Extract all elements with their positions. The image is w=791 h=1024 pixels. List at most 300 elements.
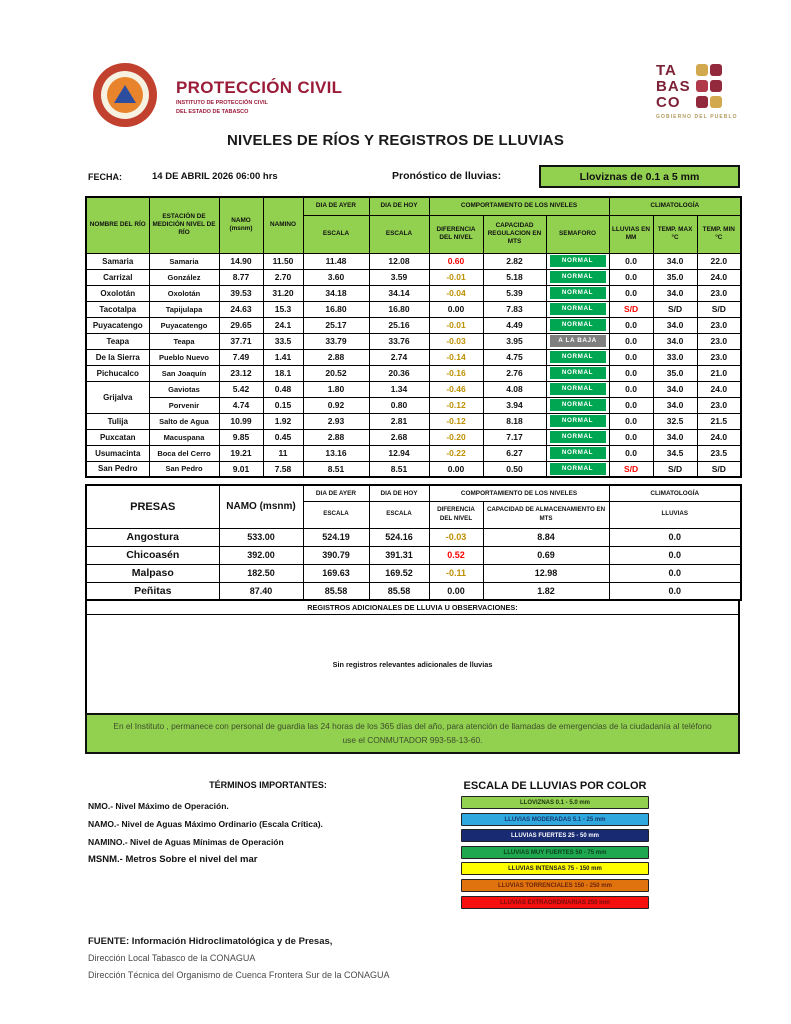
temp-max-value: 34.0 [653, 397, 697, 413]
namo-value: 37.71 [219, 333, 263, 349]
presa-escala-hoy-value: 85.58 [369, 582, 429, 600]
river-row [86, 365, 741, 381]
col-semaforo: SEMAFORO [546, 215, 609, 253]
col-temp-max: TEMP. MAX °C [653, 215, 697, 253]
pronostico-value-badge: Lloviznas de 0.1 a 5 mm [539, 165, 740, 188]
namo-value: 4.74 [219, 397, 263, 413]
col-presas-hoy: DIA DE HOY [369, 485, 429, 501]
namino-value: 15.3 [263, 301, 303, 317]
presa-row [86, 528, 741, 546]
escala-hoy-value: 33.76 [369, 333, 429, 349]
escala-ayer-value: 11.48 [303, 253, 369, 269]
river-name: Tulija [86, 413, 149, 429]
escala-ayer-value: 34.18 [303, 285, 369, 301]
termino-msnm: MSNM.- Metros Sobre el nivel del mar [88, 854, 258, 865]
escala-ayer-value: 33.79 [303, 333, 369, 349]
station-name: Macuspana [149, 429, 219, 445]
fuente-line2: Dirección Local Tabasco de la CONAGUA [88, 953, 256, 963]
tabasco-line-2: BAS [656, 77, 691, 95]
temp-min-value: S/D [697, 461, 741, 477]
station-name: Pueblo Nuevo [149, 349, 219, 365]
escala-lluvias-bar: LLOVIZNAS 0.1 - 5.0 mm [461, 796, 649, 809]
presa-lluvias-value: 0.0 [609, 564, 741, 582]
namino-value: 11.50 [263, 253, 303, 269]
temp-min-value: 23.0 [697, 349, 741, 365]
semaforo-cell [546, 429, 609, 445]
escala-ayer-value: 16.80 [303, 301, 369, 317]
col-presas-escala-ayer: ESCALA [303, 501, 369, 528]
rivers-table [85, 196, 742, 478]
river-row [86, 253, 741, 269]
river-name: Tacotalpa [86, 301, 149, 317]
fecha-label: FECHA: [88, 172, 122, 182]
escala-hoy-value: 12.94 [369, 445, 429, 461]
river-row [86, 413, 741, 429]
fuente-block [88, 933, 389, 984]
col-capacidad: CAPACIDAD REGULACION EN MTS [483, 215, 546, 253]
presa-name: Chicoasén [86, 546, 219, 564]
capacidad-regulacion-value: 2.76 [483, 365, 546, 381]
col-escala-ayer: ESCALA [303, 215, 369, 253]
temp-max-value: 35.0 [653, 269, 697, 285]
temp-min-value: 24.0 [697, 381, 741, 397]
temp-min-value: 23.0 [697, 285, 741, 301]
col-namino: NAMINO [263, 197, 303, 253]
presa-escala-ayer-value: 524.19 [303, 528, 369, 546]
diferencia-nivel-value: -0.12 [429, 397, 483, 413]
lluvias-mm-value: 0.0 [609, 381, 653, 397]
namo-value: 29.65 [219, 317, 263, 333]
semaforo-cell [546, 413, 609, 429]
temp-min-value: 23.0 [697, 317, 741, 333]
namo-value: 7.49 [219, 349, 263, 365]
namo-value: 10.99 [219, 413, 263, 429]
escala-hoy-value: 20.36 [369, 365, 429, 381]
escala-ayer-value: 2.88 [303, 429, 369, 445]
river-name: Carrizal [86, 269, 149, 285]
escala-hoy-value: 2.74 [369, 349, 429, 365]
tabasco-tile [696, 96, 708, 108]
semaforo-cell [546, 381, 609, 397]
lluvias-mm-value: S/D [609, 461, 653, 477]
semaforo-badge: NORMAL [550, 351, 606, 363]
lluvias-mm-value: 0.0 [609, 253, 653, 269]
capacidad-regulacion-value: 8.18 [483, 413, 546, 429]
namo-value: 9.85 [219, 429, 263, 445]
namo-value: 19.21 [219, 445, 263, 461]
temp-min-value: S/D [697, 301, 741, 317]
presa-lluvias-value: 0.0 [609, 546, 741, 564]
escala-ayer-value: 25.17 [303, 317, 369, 333]
diferencia-nivel-value: -0.01 [429, 317, 483, 333]
namo-value: 23.12 [219, 365, 263, 381]
station-name: Porvenir [149, 397, 219, 413]
presa-capacidad-value: 12.98 [483, 564, 609, 582]
temp-max-value: 34.0 [653, 381, 697, 397]
capacidad-regulacion-value: 6.27 [483, 445, 546, 461]
escala-ayer-value: 2.93 [303, 413, 369, 429]
tabasco-tile [696, 80, 708, 92]
tabasco-tile [710, 64, 722, 76]
semaforo-cell [546, 333, 609, 349]
semaforo-badge: NORMAL [550, 447, 606, 459]
escala-hoy-value: 8.51 [369, 461, 429, 477]
presa-namo-value: 533.00 [219, 528, 303, 546]
capacidad-regulacion-value: 3.95 [483, 333, 546, 349]
presa-escala-hoy-value: 524.16 [369, 528, 429, 546]
presa-diferencia-value: 0.00 [429, 582, 483, 600]
namino-value: 31.20 [263, 285, 303, 301]
semaforo-cell [546, 253, 609, 269]
semaforo-badge: A LA BAJA [550, 335, 606, 347]
capacidad-regulacion-value: 7.83 [483, 301, 546, 317]
semaforo-cell [546, 365, 609, 381]
temp-max-value: 33.0 [653, 349, 697, 365]
river-name: Pichucalco [86, 365, 149, 381]
capacidad-regulacion-value: 4.08 [483, 381, 546, 397]
river-name: Grijalva [86, 381, 149, 413]
station-name: San Joaquín [149, 365, 219, 381]
semaforo-badge: NORMAL [550, 319, 606, 331]
nota-guardia: En el Instituto , permanece con personal de guardia las 24 horas de los 365 días del año, para atención de llamadas de emergencias de la ciudadanía al teléfono use el CONMUTADOR 993-58-13-60. [85, 713, 740, 754]
presa-capacidad-value: 0.69 [483, 546, 609, 564]
escala-ayer-value: 20.52 [303, 365, 369, 381]
semaforo-badge: NORMAL [550, 399, 606, 411]
diferencia-nivel-value: -0.16 [429, 365, 483, 381]
registros-title: REGISTROS ADICIONALES DE LLUVIA U OBSERVACIONES: [87, 601, 738, 615]
lluvias-mm-value: 0.0 [609, 317, 653, 333]
semaforo-badge: NORMAL [550, 415, 606, 427]
semaforo-cell [546, 301, 609, 317]
escala-hoy-value: 3.59 [369, 269, 429, 285]
diferencia-nivel-value: -0.04 [429, 285, 483, 301]
river-row [86, 381, 741, 397]
page-title: NIVELES DE RÍOS Y REGISTROS DE LLUVIAS [226, 132, 565, 149]
lluvias-mm-value: 0.0 [609, 445, 653, 461]
temp-max-value: 34.0 [653, 429, 697, 445]
tabasco-tile [710, 80, 722, 92]
presa-capacidad-value: 8.84 [483, 528, 609, 546]
diferencia-nivel-value: 0.00 [429, 301, 483, 317]
col-presas-capacidad: CAPACIDAD DE ALMACENAMIENTO EN MTS [483, 501, 609, 528]
river-name: De la Sierra [86, 349, 149, 365]
semaforo-badge: NORMAL [550, 303, 606, 315]
col-climatologia: CLIMATOLOGÍA [609, 197, 741, 215]
river-name: San Pedro [86, 461, 149, 477]
lluvias-mm-value: 0.0 [609, 413, 653, 429]
escala-hoy-value: 1.34 [369, 381, 429, 397]
presa-row [86, 564, 741, 582]
diferencia-nivel-value: -0.14 [429, 349, 483, 365]
capacidad-regulacion-value: 5.39 [483, 285, 546, 301]
presa-name: Angostura [86, 528, 219, 546]
capacidad-regulacion-value: 3.94 [483, 397, 546, 413]
namino-value: 0.45 [263, 429, 303, 445]
escala-lluvias-bar: LLUVIAS INTENSAS 75 - 150 mm [461, 862, 649, 875]
proteccion-civil-sub2: DEL ESTADO DE TABASCO [176, 109, 249, 115]
escala-hoy-value: 16.80 [369, 301, 429, 317]
col-temp-min: TEMP. MIN °C [697, 215, 741, 253]
tabasco-tile [710, 96, 722, 108]
lluvias-mm-value: 0.0 [609, 333, 653, 349]
semaforo-badge: NORMAL [550, 431, 606, 443]
temp-max-value: 34.0 [653, 253, 697, 269]
river-name: Usumacinta [86, 445, 149, 461]
escala-hoy-value: 34.14 [369, 285, 429, 301]
escala-hoy-value: 2.68 [369, 429, 429, 445]
civil-protection-triangle-icon [114, 85, 136, 103]
escala-ayer-value: 2.88 [303, 349, 369, 365]
river-row [86, 461, 741, 477]
namo-value: 8.77 [219, 269, 263, 285]
capacidad-regulacion-value: 5.18 [483, 269, 546, 285]
presa-diferencia-value: -0.11 [429, 564, 483, 582]
capacidad-regulacion-value: 4.75 [483, 349, 546, 365]
presa-row [86, 546, 741, 564]
presa-capacidad-value: 1.82 [483, 582, 609, 600]
col-presas-ayer: DIA DE AYER [303, 485, 369, 501]
temp-max-value: 34.0 [653, 333, 697, 349]
semaforo-badge: NORMAL [550, 255, 606, 267]
proteccion-civil-title: PROTECCIÓN CIVIL [176, 78, 343, 97]
namino-value: 1.92 [263, 413, 303, 429]
river-row [86, 333, 741, 349]
station-name: Puyacatengo [149, 317, 219, 333]
river-row [86, 429, 741, 445]
semaforo-cell [546, 317, 609, 333]
namino-value: 18.1 [263, 365, 303, 381]
capacidad-regulacion-value: 0.50 [483, 461, 546, 477]
col-presas: PRESAS [86, 485, 219, 528]
capacidad-regulacion-value: 7.17 [483, 429, 546, 445]
col-diferencia: DIFERENCIA DEL NIVEL [429, 215, 483, 253]
station-name: Gaviotas [149, 381, 219, 397]
namo-value: 9.01 [219, 461, 263, 477]
diferencia-nivel-value: -0.03 [429, 333, 483, 349]
pronostico-label: Pronóstico de lluvias: [392, 170, 502, 182]
lluvias-mm-value: S/D [609, 301, 653, 317]
semaforo-cell [546, 349, 609, 365]
presas-table [85, 484, 742, 601]
semaforo-cell [546, 397, 609, 413]
presas-table-wrap [85, 484, 742, 754]
presa-lluvias-value: 0.0 [609, 528, 741, 546]
temp-max-value: 34.0 [653, 285, 697, 301]
river-row [86, 285, 741, 301]
presa-escala-hoy-value: 169.52 [369, 564, 429, 582]
capacidad-regulacion-value: 2.82 [483, 253, 546, 269]
station-name: Tapijulapa [149, 301, 219, 317]
station-name: Teapa [149, 333, 219, 349]
escala-hoy-value: 0.80 [369, 397, 429, 413]
lluvias-mm-value: 0.0 [609, 365, 653, 381]
fuente-line3: Dirección Técnica del Organismo de Cuenca Frontera Sur de la CONAGUA [88, 970, 390, 980]
lluvias-mm-value: 0.0 [609, 397, 653, 413]
col-escala-hoy: ESCALA [369, 215, 429, 253]
tabasco-logo [656, 62, 738, 120]
diferencia-nivel-value: -0.20 [429, 429, 483, 445]
escala-lluvias-bar: LLUVIAS TORRENCIALES 150 - 250 mm [461, 879, 649, 892]
presa-name: Peñitas [86, 582, 219, 600]
col-presas-namo: NAMO (msnm) [219, 485, 303, 528]
presa-escala-ayer-value: 85.58 [303, 582, 369, 600]
river-row [86, 317, 741, 333]
diferencia-nivel-value: -0.12 [429, 413, 483, 429]
col-presas-comportamiento: COMPORTAMIENTO DE LOS NIVELES [429, 485, 609, 501]
termino-namo: NAMO.- Nivel de Aguas Máximo Ordinario (Escala Crítica). [88, 819, 323, 829]
escala-lluvias-title: ESCALA DE LLUVIAS POR COLOR [463, 780, 647, 792]
station-name: Salto de Agua [149, 413, 219, 429]
river-name: Oxolotán [86, 285, 149, 301]
namo-value: 39.53 [219, 285, 263, 301]
lluvias-mm-value: 0.0 [609, 285, 653, 301]
semaforo-cell [546, 445, 609, 461]
semaforo-badge: NORMAL [550, 287, 606, 299]
river-name: Puyacatengo [86, 317, 149, 333]
temp-max-value: 35.0 [653, 365, 697, 381]
diferencia-nivel-value: 0.60 [429, 253, 483, 269]
namino-value: 0.48 [263, 381, 303, 397]
col-namo: NAMO (msnm) [219, 197, 263, 253]
proteccion-civil-seal-icon [93, 63, 157, 127]
diferencia-nivel-value: -0.22 [429, 445, 483, 461]
semaforo-cell [546, 285, 609, 301]
escala-lluvias-bar: LLUVIAS MUY FUERTES 50 - 75 mm [461, 846, 649, 859]
proteccion-civil-sub1: INSTITUTO DE PROTECCIÓN CIVIL [176, 100, 268, 106]
fecha-value: 14 DE ABRIL 2026 06:00 hrs [152, 171, 278, 182]
escala-ayer-value: 3.60 [303, 269, 369, 285]
col-dia-ayer: DIA DE AYER [303, 197, 369, 215]
col-comportamiento: COMPORTAMIENTO DE LOS NIVELES [429, 197, 609, 215]
registros-body: Sin registros relevantes adicionales de lluvias [332, 659, 493, 669]
river-name: Puxcatan [86, 429, 149, 445]
col-lluvias: LLUVIAS EN MM [609, 215, 653, 253]
escala-ayer-value: 8.51 [303, 461, 369, 477]
river-row [86, 349, 741, 365]
river-row [86, 269, 741, 285]
presa-namo-value: 87.40 [219, 582, 303, 600]
col-presas-climatologia: CLIMATOLOGÍA [609, 485, 741, 501]
semaforo-badge: NORMAL [550, 463, 606, 475]
temp-max-value: S/D [653, 301, 697, 317]
col-presas-diferencia: DIFERENCIA DEL NIVEL [429, 501, 483, 528]
escala-lluvias-bar: LLUVIAS FUERTES 25 - 50 mm [461, 829, 649, 842]
escala-lluvias-bar: LLUVIAS MODERADAS 5.1 - 25 mm [461, 813, 649, 826]
temp-min-value: 24.0 [697, 269, 741, 285]
station-name: González [149, 269, 219, 285]
terminos-title: TÉRMINOS IMPORTANTES: [209, 780, 327, 790]
station-name: Samaria [149, 253, 219, 269]
river-name: Samaria [86, 253, 149, 269]
station-name: Oxolotán [149, 285, 219, 301]
tabasco-line-1: TA [656, 61, 677, 79]
temp-max-value: 34.0 [653, 317, 697, 333]
temp-min-value: 23.0 [697, 397, 741, 413]
presa-diferencia-value: 0.52 [429, 546, 483, 564]
namino-value: 2.70 [263, 269, 303, 285]
capacidad-regulacion-value: 4.49 [483, 317, 546, 333]
tabasco-tile [696, 64, 708, 76]
semaforo-badge: NORMAL [550, 367, 606, 379]
termino-nmo: NMO.- Nivel Máximo de Operación. [88, 801, 229, 811]
presa-namo-value: 392.00 [219, 546, 303, 564]
temp-max-value: S/D [653, 461, 697, 477]
escala-hoy-value: 25.16 [369, 317, 429, 333]
registros-box [85, 599, 740, 715]
presa-row [86, 582, 741, 600]
namino-value: 1.41 [263, 349, 303, 365]
temp-min-value: 21.0 [697, 365, 741, 381]
presa-escala-ayer-value: 169.63 [303, 564, 369, 582]
presa-namo-value: 182.50 [219, 564, 303, 582]
seal-inner-ring [101, 71, 149, 119]
diferencia-nivel-value: 0.00 [429, 461, 483, 477]
presa-lluvias-value: 0.0 [609, 582, 741, 600]
gobierno-del-pueblo-label: GOBIERNO DEL PUEBLO [656, 114, 738, 120]
temp-min-value: 24.0 [697, 429, 741, 445]
col-dia-hoy: DIA DE HOY [369, 197, 429, 215]
rivers-table-wrap [85, 196, 742, 478]
temp-min-value: 23.5 [697, 445, 741, 461]
seal-core [107, 77, 143, 113]
presa-escala-hoy-value: 391.31 [369, 546, 429, 564]
temp-min-value: 21.5 [697, 413, 741, 429]
temp-max-value: 32.5 [653, 413, 697, 429]
namino-value: 24.1 [263, 317, 303, 333]
tabasco-line-3: CO [656, 93, 681, 111]
river-row [86, 301, 741, 317]
semaforo-cell [546, 269, 609, 285]
escala-ayer-value: 13.16 [303, 445, 369, 461]
namino-value: 7.58 [263, 461, 303, 477]
col-nombre-rio: NOMBRE DEL RÍO [86, 197, 149, 253]
col-presas-lluvias: LLUVIAS [609, 501, 741, 528]
lluvias-mm-value: 0.0 [609, 269, 653, 285]
lluvias-mm-value: 0.0 [609, 429, 653, 445]
semaforo-cell [546, 461, 609, 477]
presas-tbody [86, 528, 741, 600]
temp-min-value: 23.0 [697, 333, 741, 349]
escala-lluvias-bars [461, 796, 649, 912]
presa-name: Malpaso [86, 564, 219, 582]
presa-escala-ayer-value: 390.79 [303, 546, 369, 564]
proteccion-civil-wordmark [176, 78, 342, 116]
escala-ayer-value: 0.92 [303, 397, 369, 413]
fuente-line1: FUENTE: Información Hidroclimatológica y de Presas, [88, 936, 333, 947]
termino-namino: NAMINO.- Nivel de Aguas Mínimas de Operación [88, 837, 284, 847]
presa-diferencia-value: -0.03 [429, 528, 483, 546]
station-name: San Pedro [149, 461, 219, 477]
namo-value: 14.90 [219, 253, 263, 269]
river-row [86, 397, 741, 413]
namo-value: 5.42 [219, 381, 263, 397]
rivers-tbody [86, 253, 741, 477]
col-estacion: ESTACIÓN DE MEDICIÓN NIVEL DE RÍO [149, 197, 219, 253]
lluvias-mm-value: 0.0 [609, 349, 653, 365]
namino-value: 0.15 [263, 397, 303, 413]
namino-value: 11 [263, 445, 303, 461]
col-presas-escala-hoy: ESCALA [369, 501, 429, 528]
river-name: Teapa [86, 333, 149, 349]
semaforo-badge: NORMAL [550, 383, 606, 395]
semaforo-badge: NORMAL [550, 271, 606, 283]
river-row [86, 445, 741, 461]
diferencia-nivel-value: -0.46 [429, 381, 483, 397]
diferencia-nivel-value: -0.01 [429, 269, 483, 285]
escala-ayer-value: 1.80 [303, 381, 369, 397]
temp-max-value: 34.5 [653, 445, 697, 461]
escala-lluvias-bar: LLUVIAS EXTRAORDINARIAS 250 mm [461, 896, 649, 909]
